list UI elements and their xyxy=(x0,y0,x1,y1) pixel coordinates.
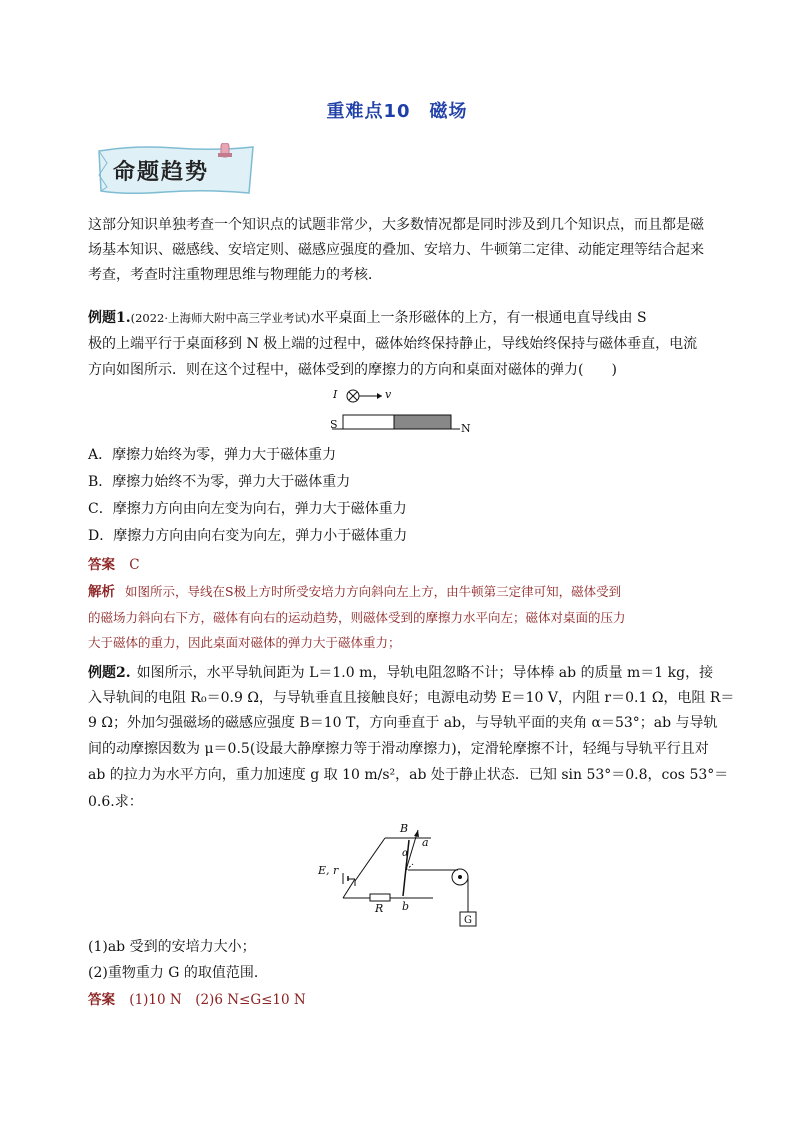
source-er-label: E, r xyxy=(318,864,339,877)
example1-line2: 极的上端平行于桌面移到 N 极上端的过程中，磁体始终保持静止，导线始终保持与磁体垂直，电流 xyxy=(88,336,698,352)
example1-label: 例题1. xyxy=(88,310,131,326)
magnet-diagram xyxy=(330,388,480,438)
example2-line6: 0.6.求： xyxy=(88,794,143,810)
question-2: (2)重物重力 G 的取值范围． xyxy=(88,965,268,981)
option-b: B．摩擦力始终不为零，弹力大于磁体重力 xyxy=(88,474,351,490)
rail-figure xyxy=(318,822,488,934)
example1-line3: 方向如图所示．则在这个过程中，磁体受到的摩擦力的方向和桌面对磁体的弹力( ) xyxy=(88,362,617,378)
current-label: I xyxy=(333,388,338,401)
example1-answer xyxy=(88,553,140,573)
rod-end-a-label: a xyxy=(422,836,429,849)
page-title: 重难点10 磁场 xyxy=(326,101,468,122)
velocity-label: v xyxy=(385,388,392,401)
answer2-value: (1)10 N (2)6 N≤G≤10 N xyxy=(129,992,306,1008)
answer-value: C xyxy=(129,557,140,573)
rail-diagram xyxy=(318,826,488,934)
magnet-figure xyxy=(330,388,480,438)
example2-line5: ab 的拉力为水平方向，重力加速度 g 取 10 m/s²，ab 处于静止状态．已知 sin 53°＝0.8，cos 53°＝ xyxy=(88,767,729,783)
section-badge xyxy=(95,143,257,197)
weight-g-label: G xyxy=(464,915,472,926)
example2-text1: 如图所示，水平导轨间距为 L＝1.0 m，导轨电阻忽略不计；导体棒 ab 的质量 m＝1 kg，接 xyxy=(136,665,714,681)
resistor-r-label: R xyxy=(375,902,384,915)
example2-line1 xyxy=(88,661,713,687)
trend-paragraph: 这部分知识单独考查一个知识点的试题非常少，大多数情况都是同时涉及到几个知识点，而且都是磁场基本知识、磁感线、安培定则、磁感应强度的叠加、安培力、牛顿第二定律、动能定理等结合起来考查，考查时注重物理思维与物理能力的考核． xyxy=(88,217,704,283)
badge-label: 命题趋势 xyxy=(113,160,210,185)
explanation-line1: 如图所示，导线在S极上方时所受安培力方向斜向左上方，由牛顿第三定律可知，磁体受到 xyxy=(125,584,622,599)
north-pole-label: N xyxy=(461,422,471,435)
explanation-line3: 大于磁体的重力，因此桌面对磁体的弹力大于磁体重力； xyxy=(88,635,401,650)
example1-text1: 水平桌面上一条形磁体的上方，有一根通电直导线由 S xyxy=(310,310,647,326)
answer-label: 答案 xyxy=(88,557,115,573)
example2-line4: 间的动摩擦因数为 μ＝0.5(设最大静摩擦力等于滑动摩擦力)，定滑轮摩擦不计，轻绳与导轨平行且对 xyxy=(88,741,709,757)
example2-label: 例题2. xyxy=(88,665,131,681)
example1-source: (2022·上海师大附中高三学业考试) xyxy=(130,311,311,325)
explanation-label: 解析 xyxy=(88,584,115,600)
rod-end-b-label: b xyxy=(402,900,410,913)
example2-line3: 9 Ω；外加匀强磁场的磁感应强度 B＝10 T，方向垂直于 ab，与导轨平面的夹角 α＝53°；ab 与导轨 xyxy=(88,715,718,731)
example1-explanation xyxy=(88,579,714,655)
question-1: (1)ab 受到的安培力大小； xyxy=(88,939,256,955)
example1-line1 xyxy=(88,306,718,332)
explanation-line2: 的磁场力斜向右下方，磁体有向右的运动趋势，则磁体受到的摩擦力水平向左；磁体对桌面的压力 xyxy=(88,610,626,625)
example2-answer xyxy=(88,988,306,1008)
option-d: D．摩擦力方向由向右变为向左，弹力小于磁体重力 xyxy=(88,528,408,544)
field-b-label: B xyxy=(400,822,409,835)
answer2-label: 答案 xyxy=(88,992,115,1008)
south-pole-label: S xyxy=(330,418,338,431)
option-c: C．摩擦力方向由向左变为向右，弹力大于磁体重力 xyxy=(88,501,407,517)
example2-line2: 入导轨间的电阻 R₀＝0.9 Ω，与导轨垂直且接触良好；电源电动势 E＝10 V，内阻 r＝0.1 Ω，电阻 R＝ xyxy=(88,690,735,706)
angle-alpha-label: α xyxy=(402,848,409,859)
option-a: A．摩擦力始终为零，弹力大于磁体重力 xyxy=(88,447,337,463)
